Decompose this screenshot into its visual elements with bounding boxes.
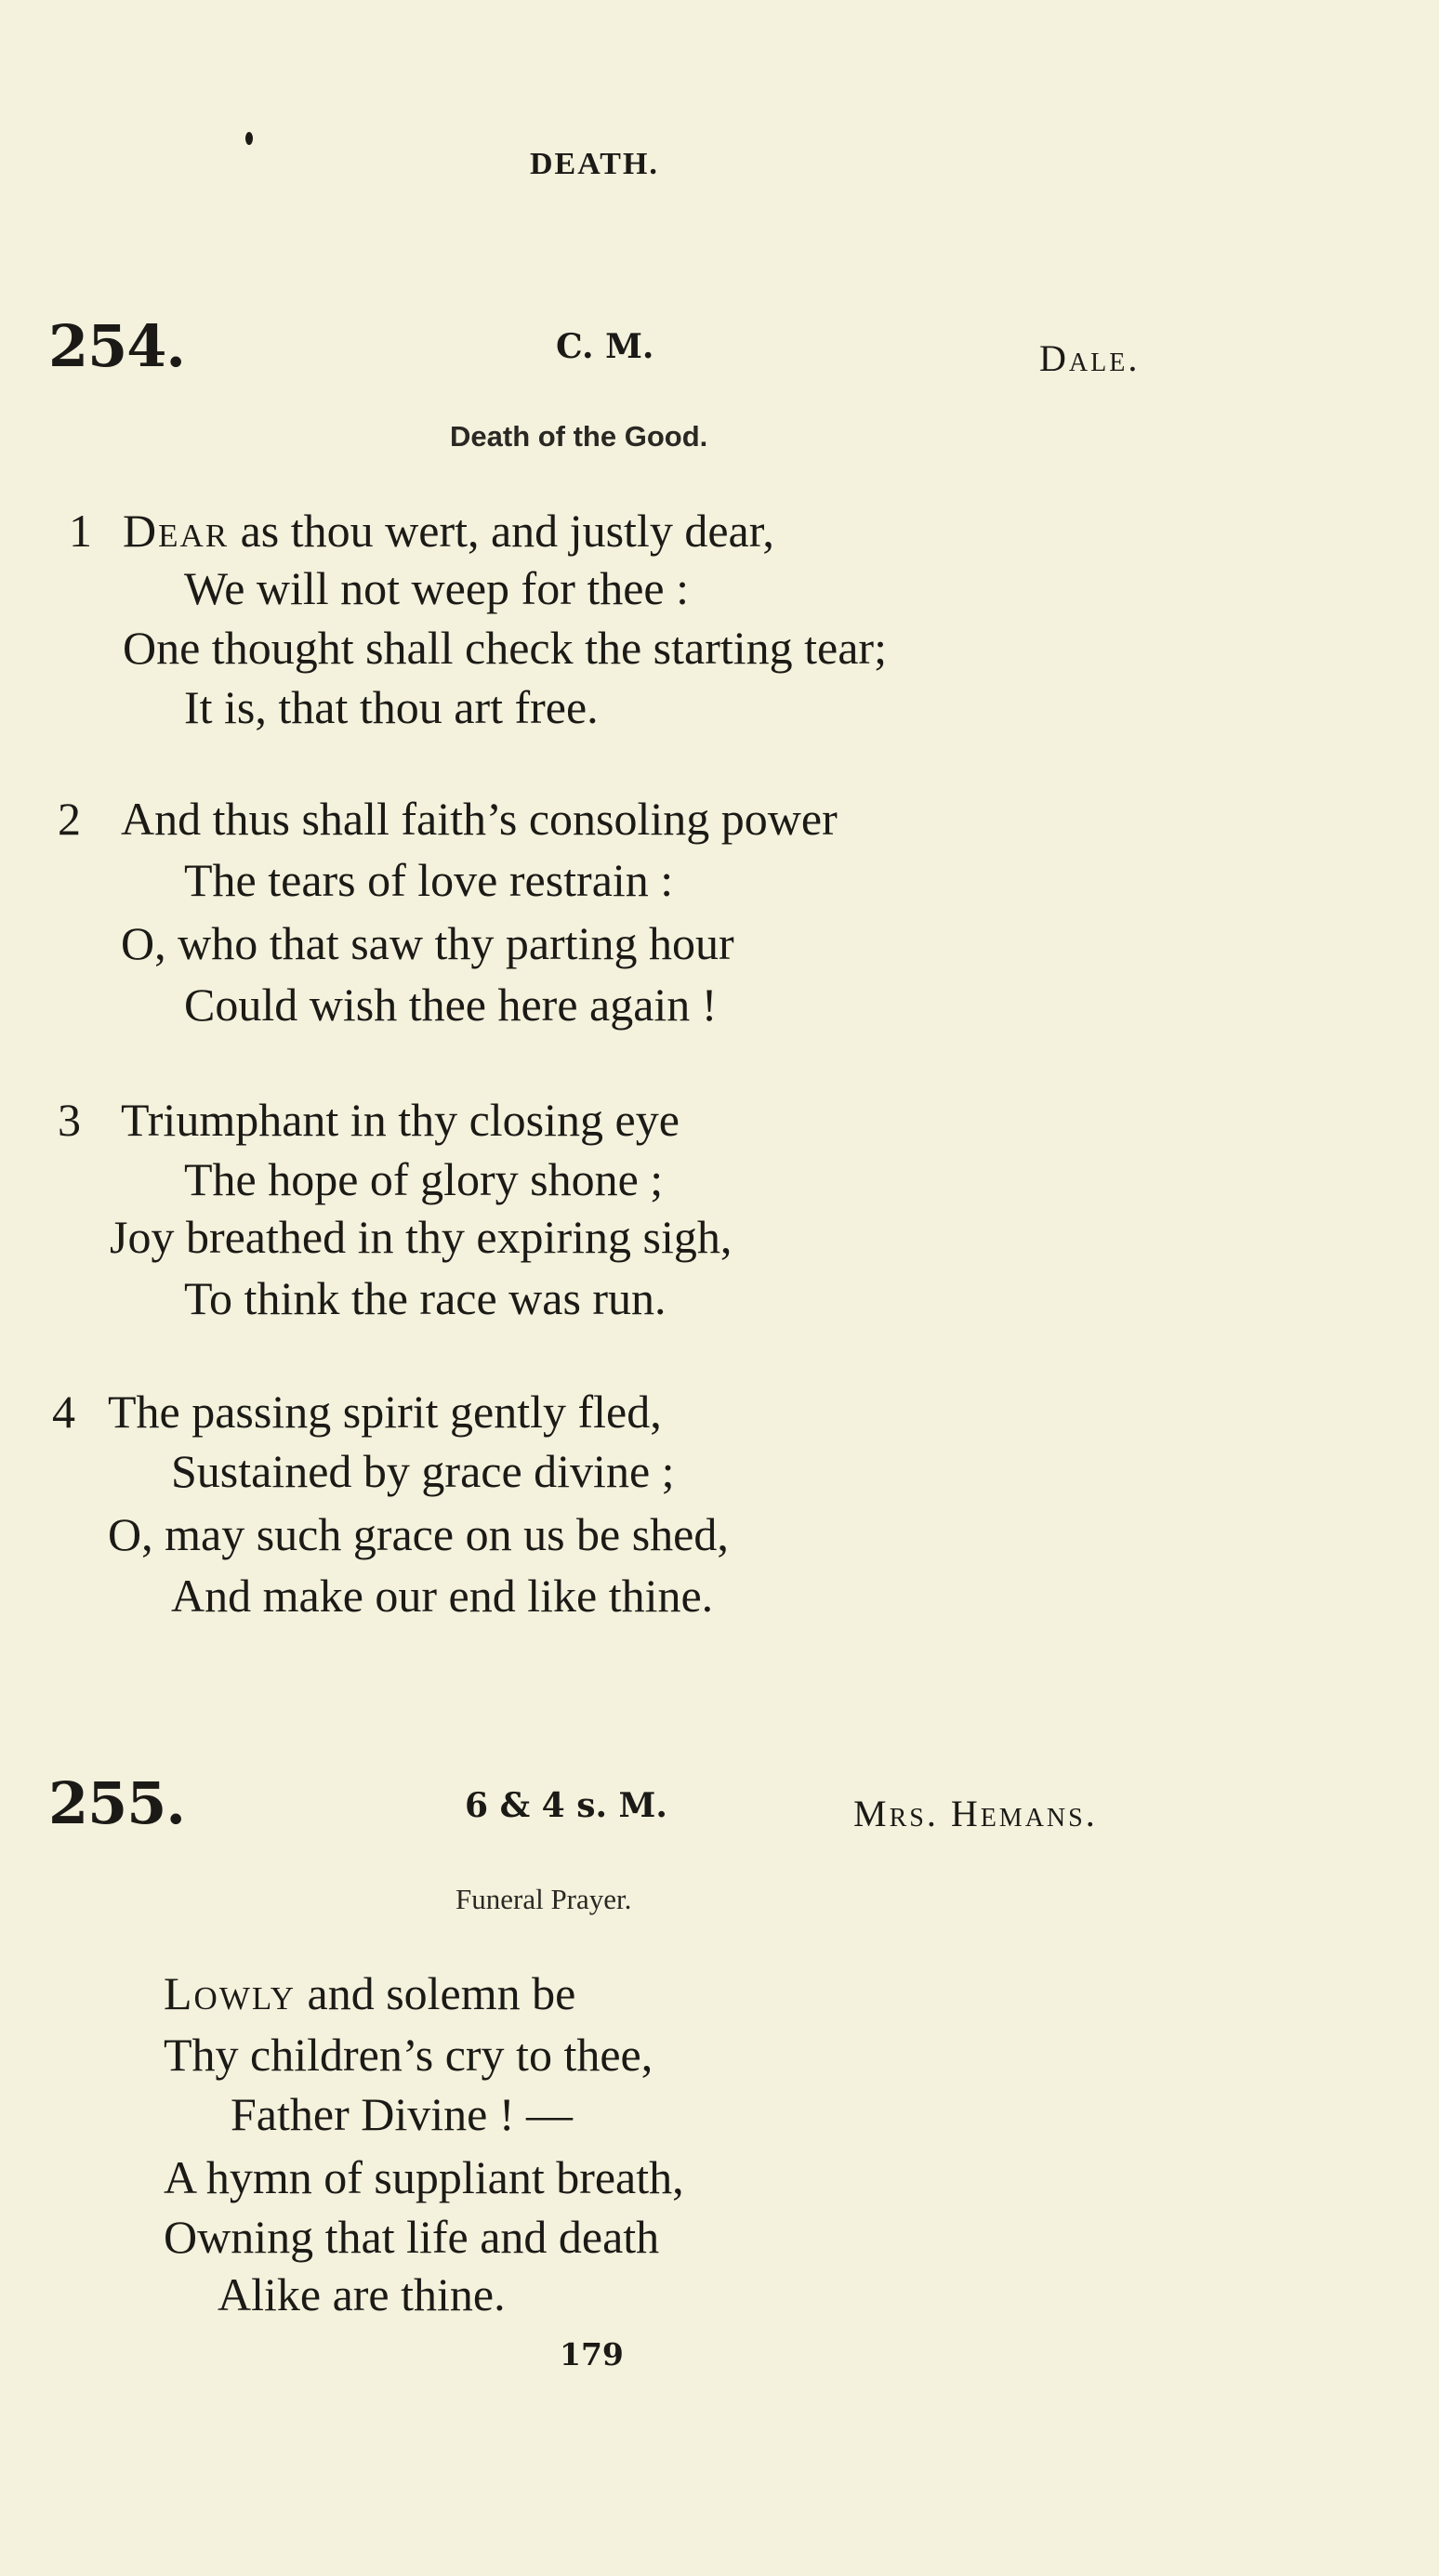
initial-word: Dear: [123, 505, 230, 557]
verse-line: One thought shall check the starting tear;: [123, 622, 887, 674]
hymn-subtitle: Death of the Good.: [450, 420, 708, 453]
verse-line: O, who that saw thy parting hour: [121, 917, 734, 969]
initial-word: Lowly: [164, 1967, 297, 2019]
verse-line: Could wish thee here again !: [184, 979, 718, 1031]
verse-line: Alike are thine.: [218, 2268, 506, 2320]
hymn-number: 255.: [48, 1769, 186, 1837]
verse-line-text: and solemn be: [296, 1967, 576, 2019]
verse-line: O, may such grace on us be shed,: [108, 1508, 729, 1560]
verse-line: Father Divine ! —: [231, 2088, 573, 2140]
verse-line: To think the race was run.: [184, 1272, 667, 1324]
verse-line: Thy children’s cry to thee,: [164, 2029, 653, 2081]
hymn-subtitle: Funeral Prayer.: [455, 1883, 632, 1915]
hymn-number: 254.: [48, 312, 186, 380]
hymn-meter: 6 & 4 s. M.: [465, 1786, 667, 1825]
verse-line: The tears of love restrain :: [184, 854, 674, 906]
verse-line: Sustained by grace divine ;: [171, 1445, 675, 1497]
stanza-number: 1: [69, 505, 92, 557]
verse-line-text: as thou wert, and justly dear,: [229, 505, 774, 557]
hymn-meter: C. M.: [556, 327, 654, 366]
verse-line: [123, 505, 774, 557]
print-speck: [245, 132, 253, 145]
stanza-number: 2: [58, 793, 81, 845]
running-head: DEATH.: [530, 147, 659, 181]
hymn-tune: Dale.: [1039, 337, 1141, 379]
verse-line: The hope of glory shone ;: [184, 1153, 664, 1205]
verse-line: The passing spirit gently fled,: [108, 1386, 662, 1438]
verse-line: [164, 1967, 576, 2019]
verse-line: And make our end like thine.: [171, 1570, 714, 1622]
hymn-tune: Mrs. Hemans.: [853, 1793, 1098, 1834]
page-number: 179: [560, 2336, 624, 2372]
verse-line: We will not weep for thee :: [184, 562, 690, 614]
verse-line: A hymn of suppliant breath,: [164, 2151, 684, 2203]
stanza-number: 3: [58, 1094, 81, 1146]
verse-line: Owning that life and death: [164, 2211, 660, 2263]
verse-line: Joy breathed in thy expiring sigh,: [110, 1211, 733, 1263]
verse-line: It is, that thou art free.: [184, 681, 599, 733]
verse-line: And thus shall faith’s consoling power: [121, 793, 838, 845]
verse-line: Triumphant in thy closing eye: [121, 1094, 680, 1146]
stanza-number: 4: [52, 1386, 75, 1438]
